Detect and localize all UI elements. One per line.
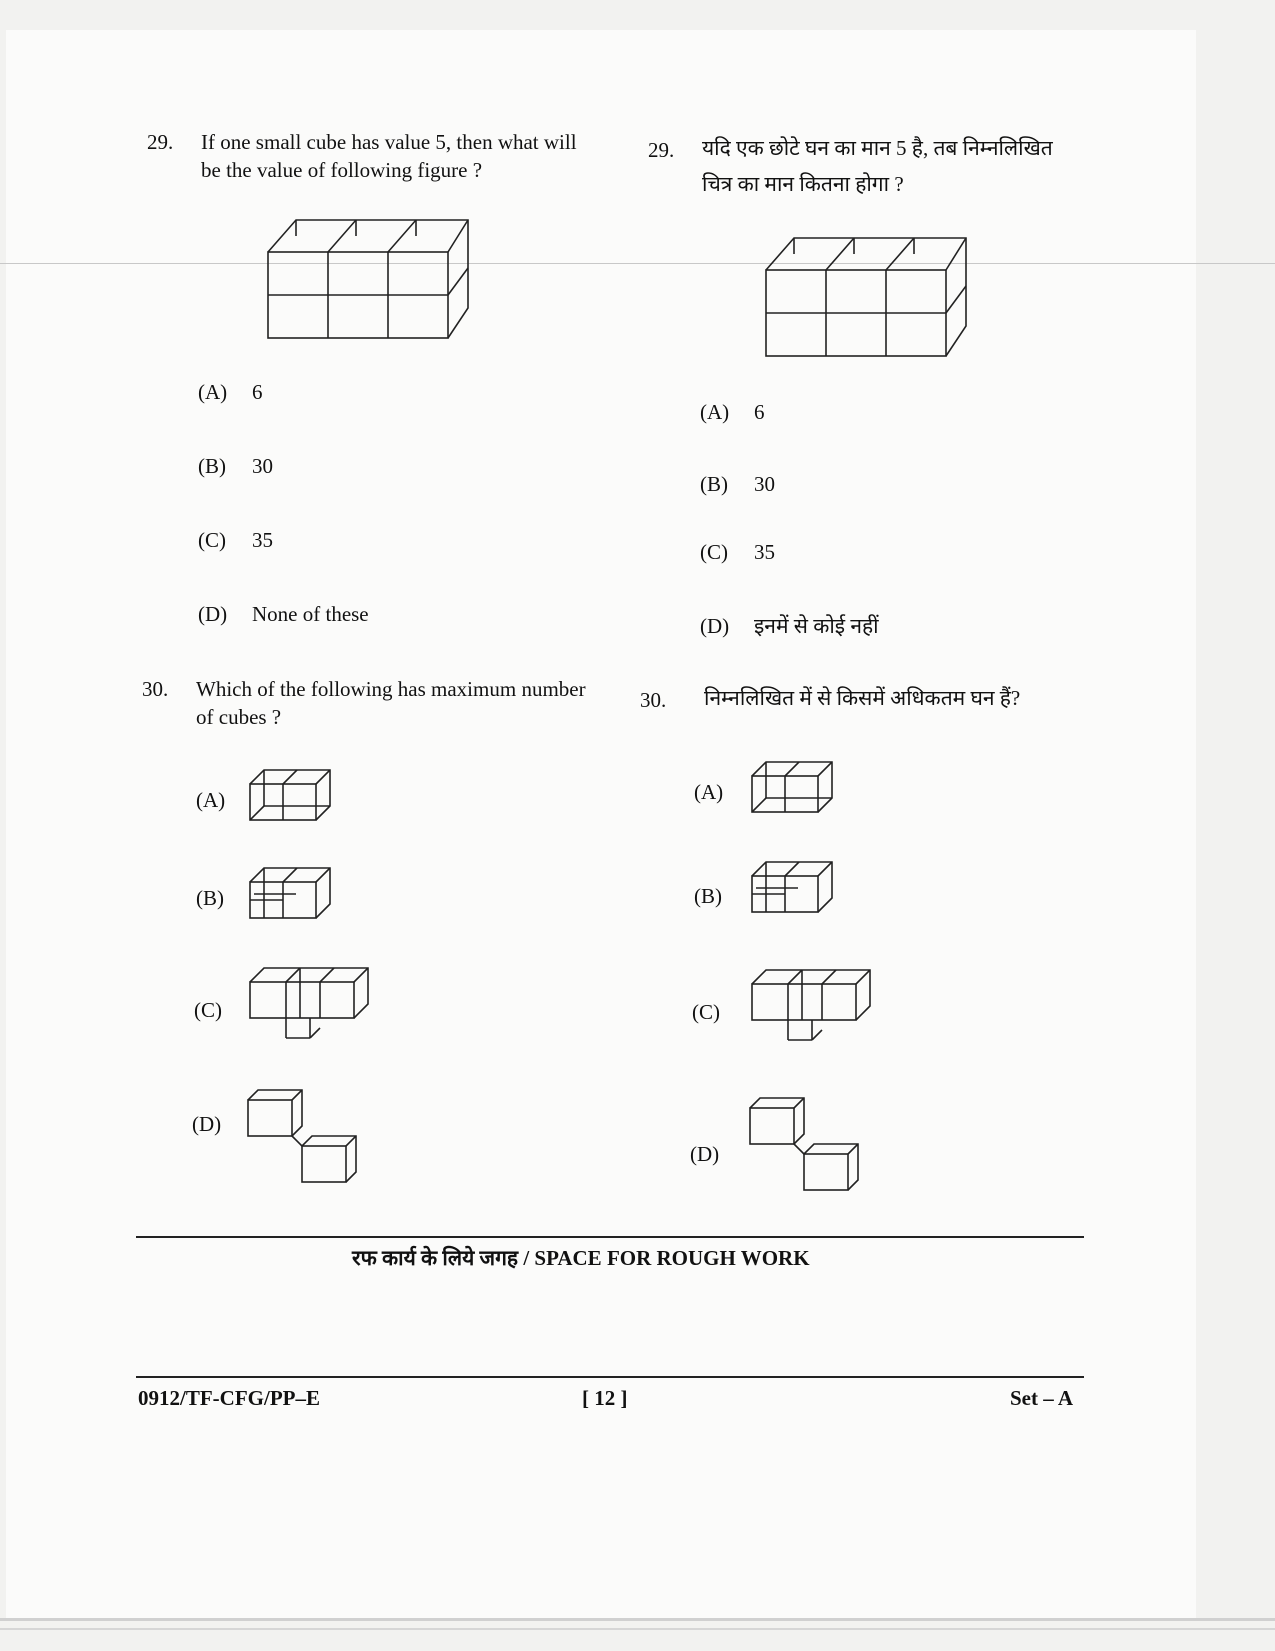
q30-hi-option-d-label: (D)	[690, 1142, 720, 1166]
option-label: (C)	[700, 540, 728, 564]
option-label: (B)	[198, 454, 226, 478]
q30-en-option-c-label: (C)	[194, 998, 222, 1022]
q30-hi-option-c-label: (C)	[692, 1000, 720, 1024]
q30-hi-option-c-figure	[748, 966, 878, 1046]
q30-en-option-d-figure	[244, 1086, 368, 1186]
rough-work-caption: रफ कार्य के लिये जगह / SPACE FOR ROUGH WORK	[352, 1246, 810, 1270]
option-label: (A)	[198, 380, 228, 404]
q29-en-text-line1: If one small cube has value 5, then what will	[201, 130, 577, 154]
q29-hi-text-line2: चित्र का मान कितना होगा ?	[702, 172, 904, 196]
q29-en-cube-figure	[262, 212, 477, 344]
q29-en-number: 29.	[147, 130, 174, 154]
q30-en-option-b-figure	[246, 864, 338, 924]
q29-hi-cube-figure	[760, 230, 975, 362]
option-text: 35	[754, 540, 775, 564]
q29-en-option-b	[198, 454, 273, 479]
q30-en-text-line1: Which of the following has maximum number	[196, 677, 586, 701]
q29-hi-option-c	[700, 540, 775, 565]
q29-en-option-a	[198, 380, 263, 405]
q30-en-number: 30.	[142, 677, 169, 701]
q30-en-option-c-figure	[246, 964, 376, 1044]
q29-hi-number: 29.	[648, 138, 675, 162]
scan-artifact	[0, 263, 1275, 264]
option-label: (B)	[700, 472, 728, 496]
option-label: (D)	[198, 602, 228, 626]
option-text: इनमें से कोई नहीं	[754, 614, 879, 638]
option-text: 35	[252, 528, 273, 552]
option-label: (D)	[700, 614, 730, 638]
q30-en-option-d-label: (D)	[192, 1112, 222, 1136]
footer-rule	[136, 1376, 1084, 1378]
q30-hi-option-b-figure	[748, 858, 840, 918]
q29-en-text-line2: be the value of following figure ?	[201, 158, 483, 182]
q30-hi-number: 30.	[640, 688, 667, 712]
option-text: 30	[252, 454, 273, 478]
q29-en-option-c	[198, 528, 273, 553]
page-number: [ 12 ]	[582, 1386, 628, 1410]
option-label: (A)	[700, 400, 730, 424]
q30-hi-option-b-label: (B)	[694, 884, 722, 908]
q30-hi-option-d-figure	[746, 1094, 870, 1194]
scan-artifact	[0, 1628, 1275, 1630]
paper-code: 0912/TF-CFG/PP–E	[138, 1386, 320, 1410]
q29-hi-option-a	[700, 400, 765, 425]
option-text: 30	[754, 472, 775, 496]
exam-page	[6, 30, 1196, 1620]
q29-hi-option-b	[700, 472, 775, 497]
set-label: Set – A	[1010, 1386, 1073, 1410]
q29-hi-option-d	[700, 612, 879, 640]
q30-en-text-line2: of cubes ?	[196, 705, 282, 729]
q30-en-option-a-label: (A)	[196, 788, 226, 812]
q30-hi-text-line1: निम्नलिखित में से किसमें अधिकतम घन हैं?	[704, 686, 1021, 710]
option-text: 6	[252, 380, 263, 404]
q30-hi-option-a-figure	[748, 758, 840, 818]
option-label: (C)	[198, 528, 226, 552]
q30-en-option-b-label: (B)	[196, 886, 224, 910]
q29-hi-text-line1: यदि एक छोटे घन का मान 5 है, तब निम्नलिखित	[702, 136, 1053, 160]
scan-artifact	[0, 1618, 1275, 1621]
option-text: 6	[754, 400, 765, 424]
q30-hi-option-a-label: (A)	[694, 780, 724, 804]
rough-work-rule	[136, 1236, 1084, 1238]
q29-en-option-d	[198, 602, 369, 627]
option-text: None of these	[252, 602, 369, 626]
q30-en-option-a-figure	[246, 766, 338, 826]
